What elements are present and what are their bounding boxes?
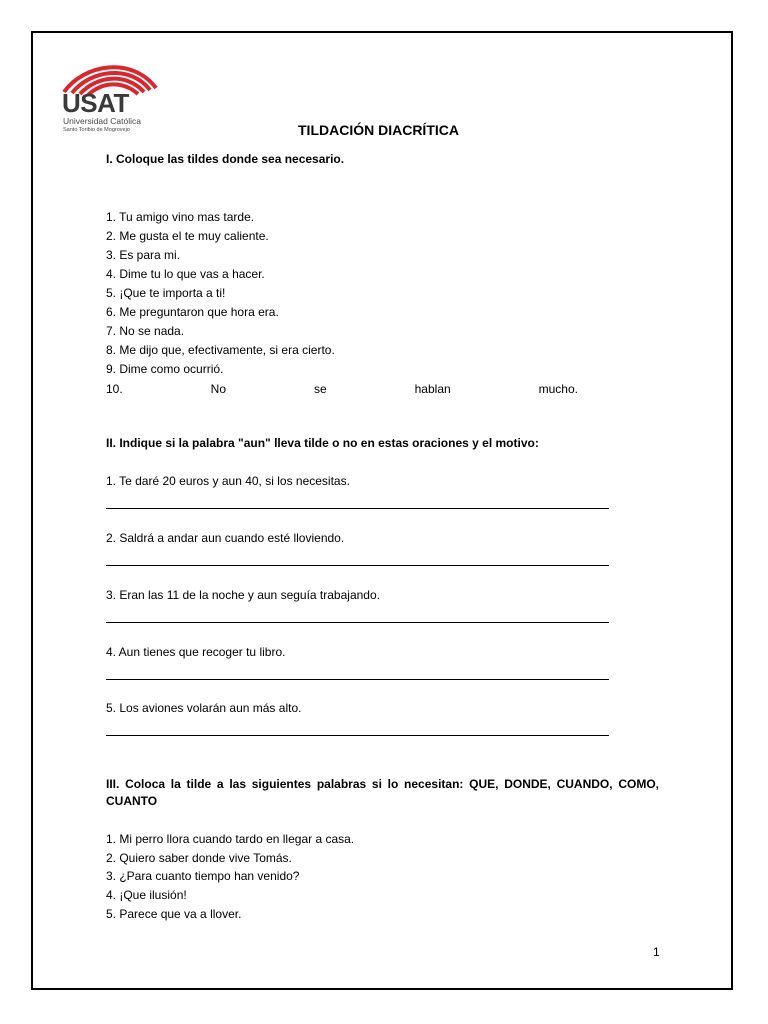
- list-item: 4. ¡Que ilusión!: [106, 888, 187, 902]
- list-item: 3. ¿Para cuanto tiempo han venido?: [106, 869, 300, 883]
- list-item-10-word: hablan: [414, 382, 451, 396]
- list-item: 7. No se nada.: [106, 324, 185, 338]
- list-item-10-word: se: [313, 382, 327, 396]
- answer-line: [106, 679, 609, 680]
- list-item: 6. Me preguntaron que hora era.: [106, 305, 279, 319]
- list-item: 3. Eran las 11 de la noche y aun seguía trabajando.: [106, 588, 380, 602]
- page-title: TILDACIÓN DIACRÍTICA: [298, 122, 459, 138]
- answer-line: [106, 565, 609, 566]
- section2-heading: II. Indique si la palabra "aun" lleva tilde o no en estas oraciones y el motivo:: [106, 436, 539, 450]
- logo-university-subtitle: Santo Toribio de Mogrovejo: [63, 127, 130, 133]
- answer-line: [106, 622, 609, 623]
- list-item: 2. Saldrá a andar aun cuando esté lloviendo.: [106, 531, 345, 545]
- list-item: 5. Los aviones volarán aun más alto.: [106, 701, 302, 715]
- list-item-10-word: No: [210, 382, 226, 396]
- section3-heading: III. Coloca la tilde a las siguientes palabras si lo necesitan: QUE, DONDE, CUANDO, COMO, CUANTO: [106, 777, 659, 808]
- list-item-10-word: mucho.: [538, 382, 578, 396]
- list-item: 3. Es para mi.: [106, 248, 181, 262]
- list-item: 8. Me dijo que, efectivamente, si era cierto.: [106, 343, 335, 357]
- list-item: 1. Te daré 20 euros y aun 40, si los necesitas.: [106, 474, 350, 488]
- page-number: 1: [653, 945, 660, 959]
- usat-logo: [62, 58, 162, 138]
- list-item: 5. ¡Que te importa a ti!: [106, 286, 226, 300]
- logo-wordmark: USAT: [62, 88, 129, 118]
- list-item: 4. Aun tienes que recoger tu libro.: [106, 645, 286, 659]
- list-item: 1. Tu amigo vino mas tarde.: [106, 210, 255, 224]
- answer-line: [106, 735, 609, 736]
- answer-line: [106, 508, 609, 509]
- list-item: 1. Mi perro llora cuando tardo en llegar a casa.: [106, 832, 355, 846]
- list-item-10-word: 10.: [106, 382, 123, 396]
- list-item-10: [106, 381, 578, 397]
- list-item: 4. Dime tu lo que vas a hacer.: [106, 267, 265, 281]
- list-item: 5. Parece que va a llover.: [106, 907, 242, 921]
- list-item: 2. Quiero saber donde vive Tomás.: [106, 851, 292, 865]
- list-item: 9. Dime como ocurrió.: [106, 362, 224, 376]
- logo-university-name: Universidad Católica: [63, 116, 141, 126]
- section1-heading: I. Coloque las tildes donde sea necesario.: [106, 152, 345, 166]
- list-item: 2. Me gusta el te muy caliente.: [106, 229, 269, 243]
